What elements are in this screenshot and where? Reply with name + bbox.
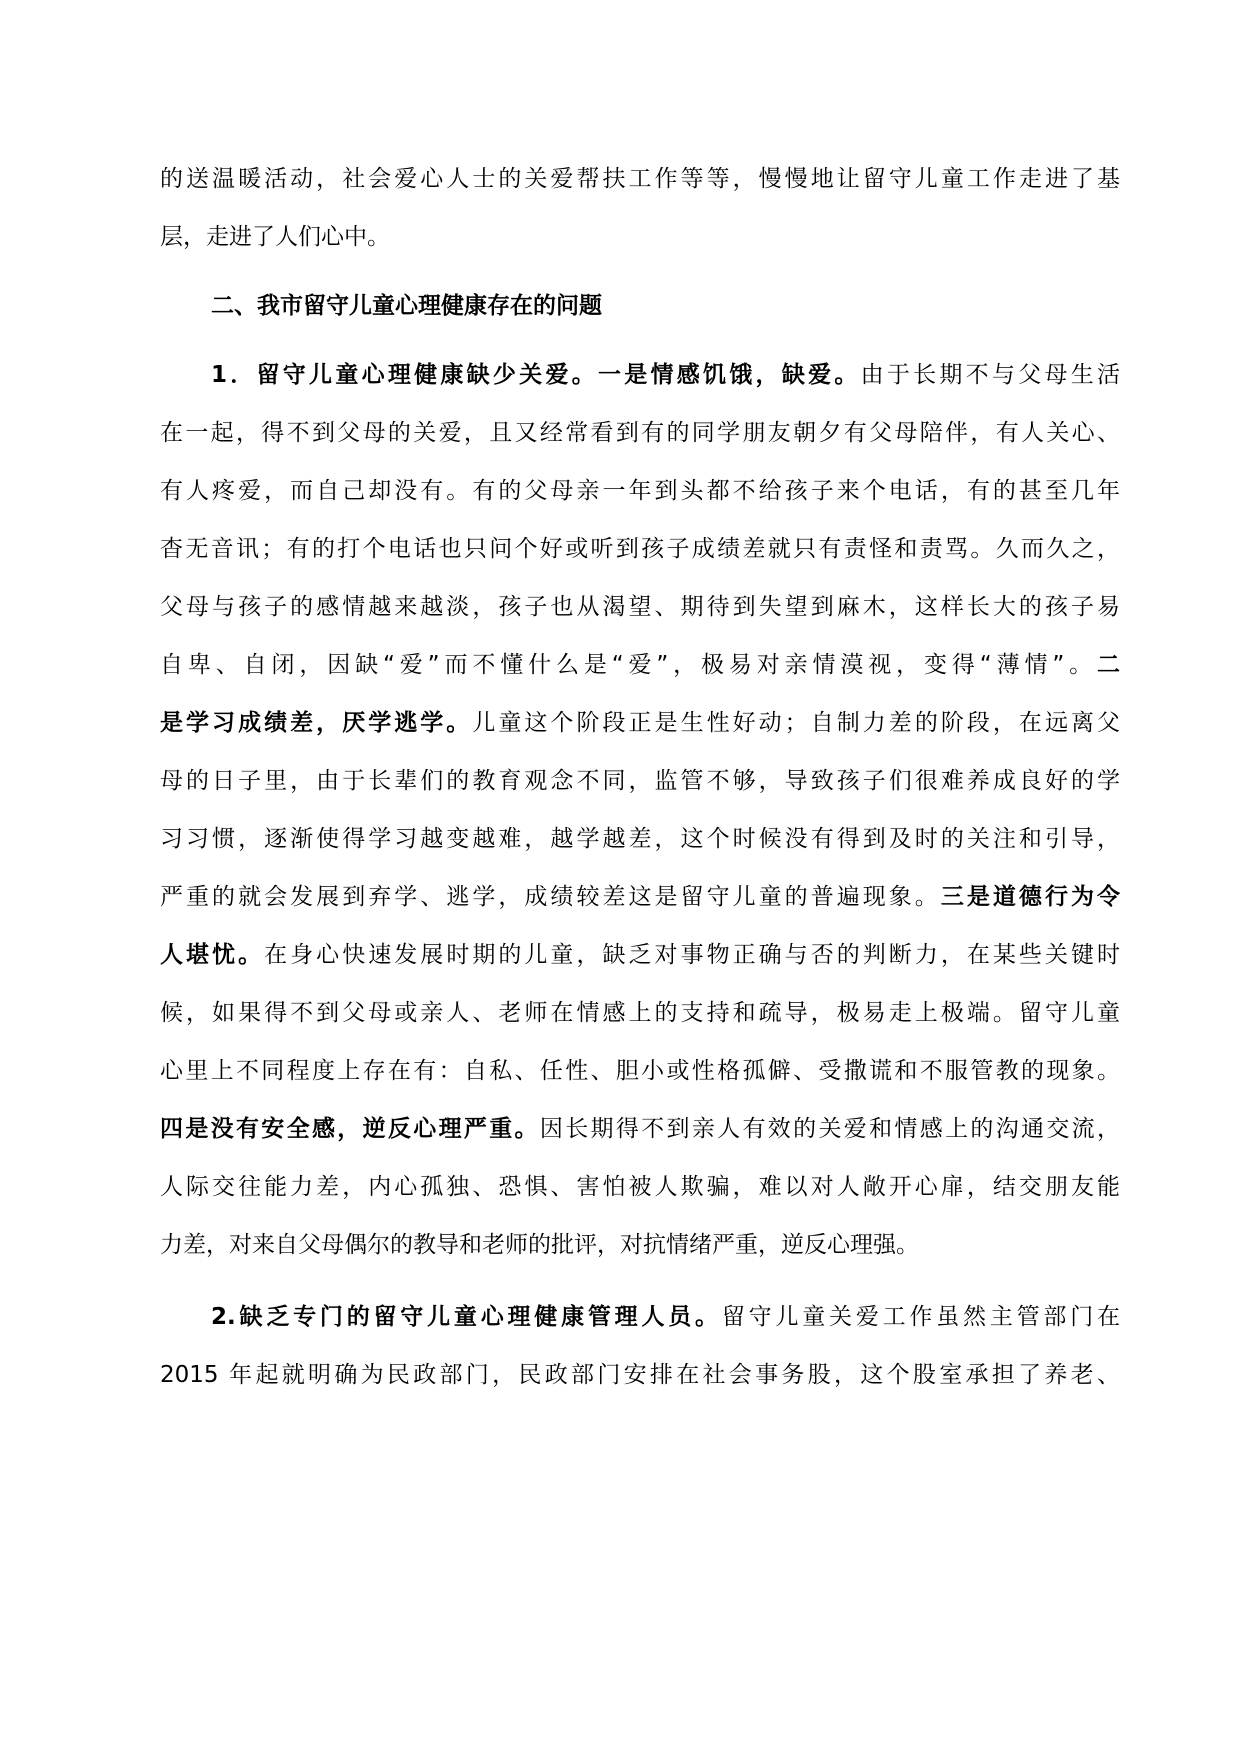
bold-lead: 三是道德行为令 (940, 884, 1121, 910)
body-text-line: 候，如果得不到父母或亲人、老师在情感上的支持和疏导，极易走上极端。留守儿童 (160, 1000, 1120, 1026)
body-text-line: 的送温暖活动，社会爱心人士的关爱帮扶工作等等，慢慢地让留守儿童工作走进了基 (160, 166, 1120, 192)
bold-lead: 2.缺乏专门的留守儿童心理健康管理人员。 (211, 1304, 722, 1330)
bold-lead: 二 (1097, 652, 1120, 678)
body-text-line: 自卑、自闭，因缺“爱”而不懂什么是“爱”，极易对亲情漠视，变得“薄情”。二 (160, 652, 1120, 678)
body-text-line: 2015 年起就明确为民政部门，民政部门安排在社会事务股，这个股室承担了养老、 (160, 1362, 1120, 1388)
body-text-line: 严重的就会发展到弃学、逃学，成绩较差这是留守儿童的普遍现象。三是道德行为令 (160, 884, 1121, 910)
bold-lead: 是学习成绩差，厌学逃学。 (160, 710, 473, 736)
bold-lead: 四是没有安全感，逆反心理严重。 (160, 1116, 540, 1142)
body-text-line: 父母与孩子的感情越来越淡，孩子也从渴望、期待到失望到麻木，这样长大的孩子易 (160, 594, 1120, 620)
body-text-line: 层，走进了人们心中。 (160, 224, 390, 250)
body-text-line: 有人疼爱，而自己却没有。有的父母亲一年到头都不给孩子来个电话，有的甚至几年 (160, 478, 1120, 504)
body-text-line: 习习惯，逐渐使得学习越变越难，越学越差，这个时候没有得到及时的关注和引导， (160, 826, 1120, 852)
body-text-line: 1．留守儿童心理健康缺少关爱。一是情感饥饿，缺爱。由于长期不与父母生活 (211, 362, 1120, 388)
bold-lead: 1．留守儿童心理健康缺少关爱。一是情感饥饿，缺爱。 (211, 362, 861, 388)
section-heading: 二、我市留守儿童心理健康存在的问题 (211, 293, 602, 319)
body-text-line: 在一起，得不到父母的关爱，且又经常看到有的同学朋友朝夕有父母陪伴，有人关心、 (160, 420, 1120, 446)
body-text-line: 是学习成绩差，厌学逃学。儿童这个阶段正是生性好动；自制力差的阶段，在远离父 (160, 710, 1121, 736)
body-text-line: 2.缺乏专门的留守儿童心理健康管理人员。留守儿童关爱工作虽然主管部门在 (211, 1304, 1120, 1330)
body-text-line: 心里上不同程度上存在有：自私、任性、胆小或性格孤僻、受撒谎和不服管教的现象。 (160, 1058, 1120, 1084)
body-text-line: 人际交往能力差，内心孤独、恐惧、害怕被人欺骗，难以对人敞开心扉，结交朋友能 (160, 1174, 1120, 1200)
body-text-line: 力差，对来自父母偶尔的教导和老师的批评，对抗情绪严重，逆反心理强。 (160, 1232, 919, 1258)
body-text-line: 四是没有安全感，逆反心理严重。因长期得不到亲人有效的关爱和情感上的沟通交流， (160, 1116, 1121, 1142)
bold-lead: 人堪忧。 (160, 942, 265, 968)
body-text-line: 人堪忧。在身心快速发展时期的儿童，缺乏对事物正确与否的判断力，在某些关键时 (160, 942, 1121, 968)
body-text-line: 杳无音讯；有的打个电话也只问个好或听到孩子成绩差就只有责怪和责骂。久而久之， (160, 536, 1120, 562)
body-text-line: 母的日子里，由于长辈们的教育观念不同，监管不够，导致孩子们很难养成良好的学 (160, 768, 1120, 794)
